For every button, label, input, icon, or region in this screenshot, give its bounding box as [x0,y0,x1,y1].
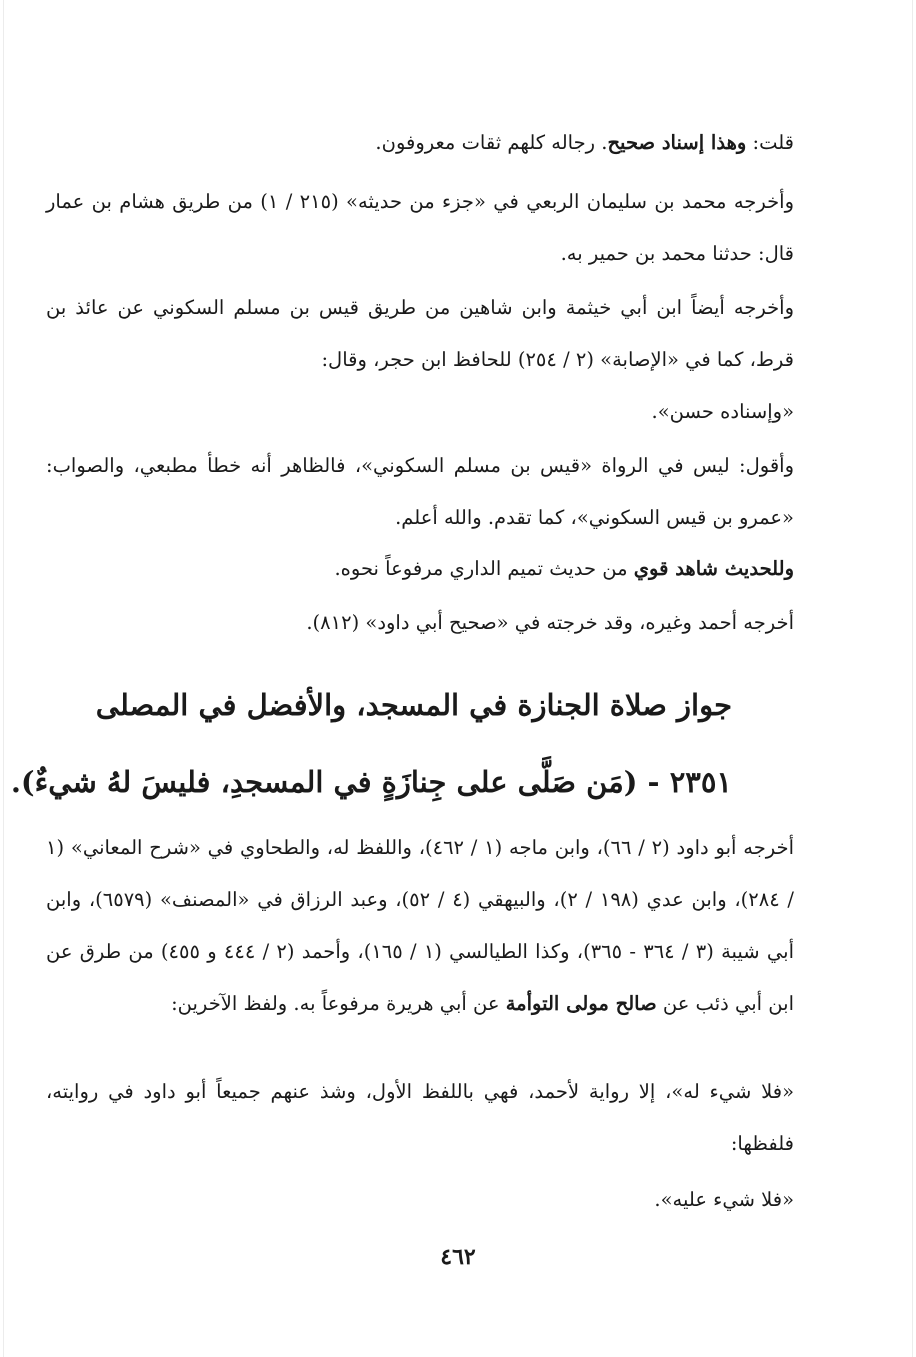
page-edge-line [912,0,913,1357]
text-run: عن أبي هريرة مرفوعاً به. ولفظ الآخرين: [171,992,506,1015]
paragraph-lafz-variants [46,1066,794,1170]
text-run: أخرجه أبو داود (٢ / ٦٦)، وابن ماجه (١ / ٤٦٢)، واللفظ له، والطحاوي في «شرح المعاني» (١ / ٢٨٤)، وابن عدي (١٩٨ / ٢)، والبيهقي (٤ / ٥٢)، وعبد الرزاق في «المصنف» (٦٥٧٩)، وابن أبي شيبة (٣ / ٣٦٤ - ٣٦٥)، وكذا الطيالسي (١ / ١٦٥)، وأحمد (٢ / ٤٤٤ و ٤٥٥) من طرق عن ابن أبي ذئب عن [46,836,794,1015]
bold-phrase: صالح مولى التوأمة [505,992,657,1015]
paragraph-author-note [46,440,794,544]
text-run: قلت: [746,131,794,154]
paragraph-ahmad-takhrij [46,597,794,649]
bold-phrase: وهذا إسناد صحيح [607,131,747,154]
text-run: «فلا شيء عليه». [654,1188,794,1211]
text-run: وأخرجه أيضاً ابن أبي خيثمة وابن شاهين من طريق قيس بن مسلم السكوني عن عائذ بن قرط، كما في «الإصابة» (٢ / ٢٥٤) للحافظ ابن حجر، وقال: [46,296,794,371]
paragraph-hadith-takhrij [46,822,794,1030]
paragraph-ibn-abi-khaythama [46,282,794,386]
text-run: «وإسناده حسن». [651,400,794,423]
paragraph-shahid [46,543,794,595]
text-run: «فلا شيء له»، إلا رواية لأحمد، فهي باللفظ الأول، وشذ عنهم جميعاً أبو داود في روايته، فلفظها: [46,1080,794,1155]
text-run: أخرجه أحمد وغيره، وقد خرجته في «صحيح أبي داود» (٨١٢). [306,611,794,634]
text-run: من حديث تميم الداري مرفوعاً نحوه. [334,557,634,580]
page-edge-line [3,0,4,1357]
hadith-heading: ٢٣٥١ - (مَن صَلَّى على جِنازَةٍ في المسجدِ، فليسَ لهُ شيءٌ). [10,765,732,799]
text-run: وأقول: ليس في الرواة «قيس بن مسلم السكوني»، فالظاهر أنه خطأ مطبعي، والصواب: «عمرو بن قيس السكوني»، كما تقدم. والله أعلم. [46,454,794,529]
paragraph-final-lafz [46,1174,794,1226]
paragraph-rabai-takhrij [46,176,794,280]
paragraph-sanad-verdict [46,117,794,169]
text-run: وأخرجه محمد بن سليمان الربعي في «جزء من حديثه» (٢١٥ / ١) من طريق هشام بن عمار قال: حدثنا محمد بن حمير به. [46,190,795,265]
paragraph-isaba-quote [46,386,794,438]
bold-phrase: وللحديث شاهد قوي [633,557,794,580]
chapter-heading: جواز صلاة الجنازة في المسجد، والأفضل في المصلى [95,688,732,722]
text-run: . رجاله كلهم ثقات معروفون. [375,131,608,154]
page-number: ٤٦٢ [440,1244,476,1270]
